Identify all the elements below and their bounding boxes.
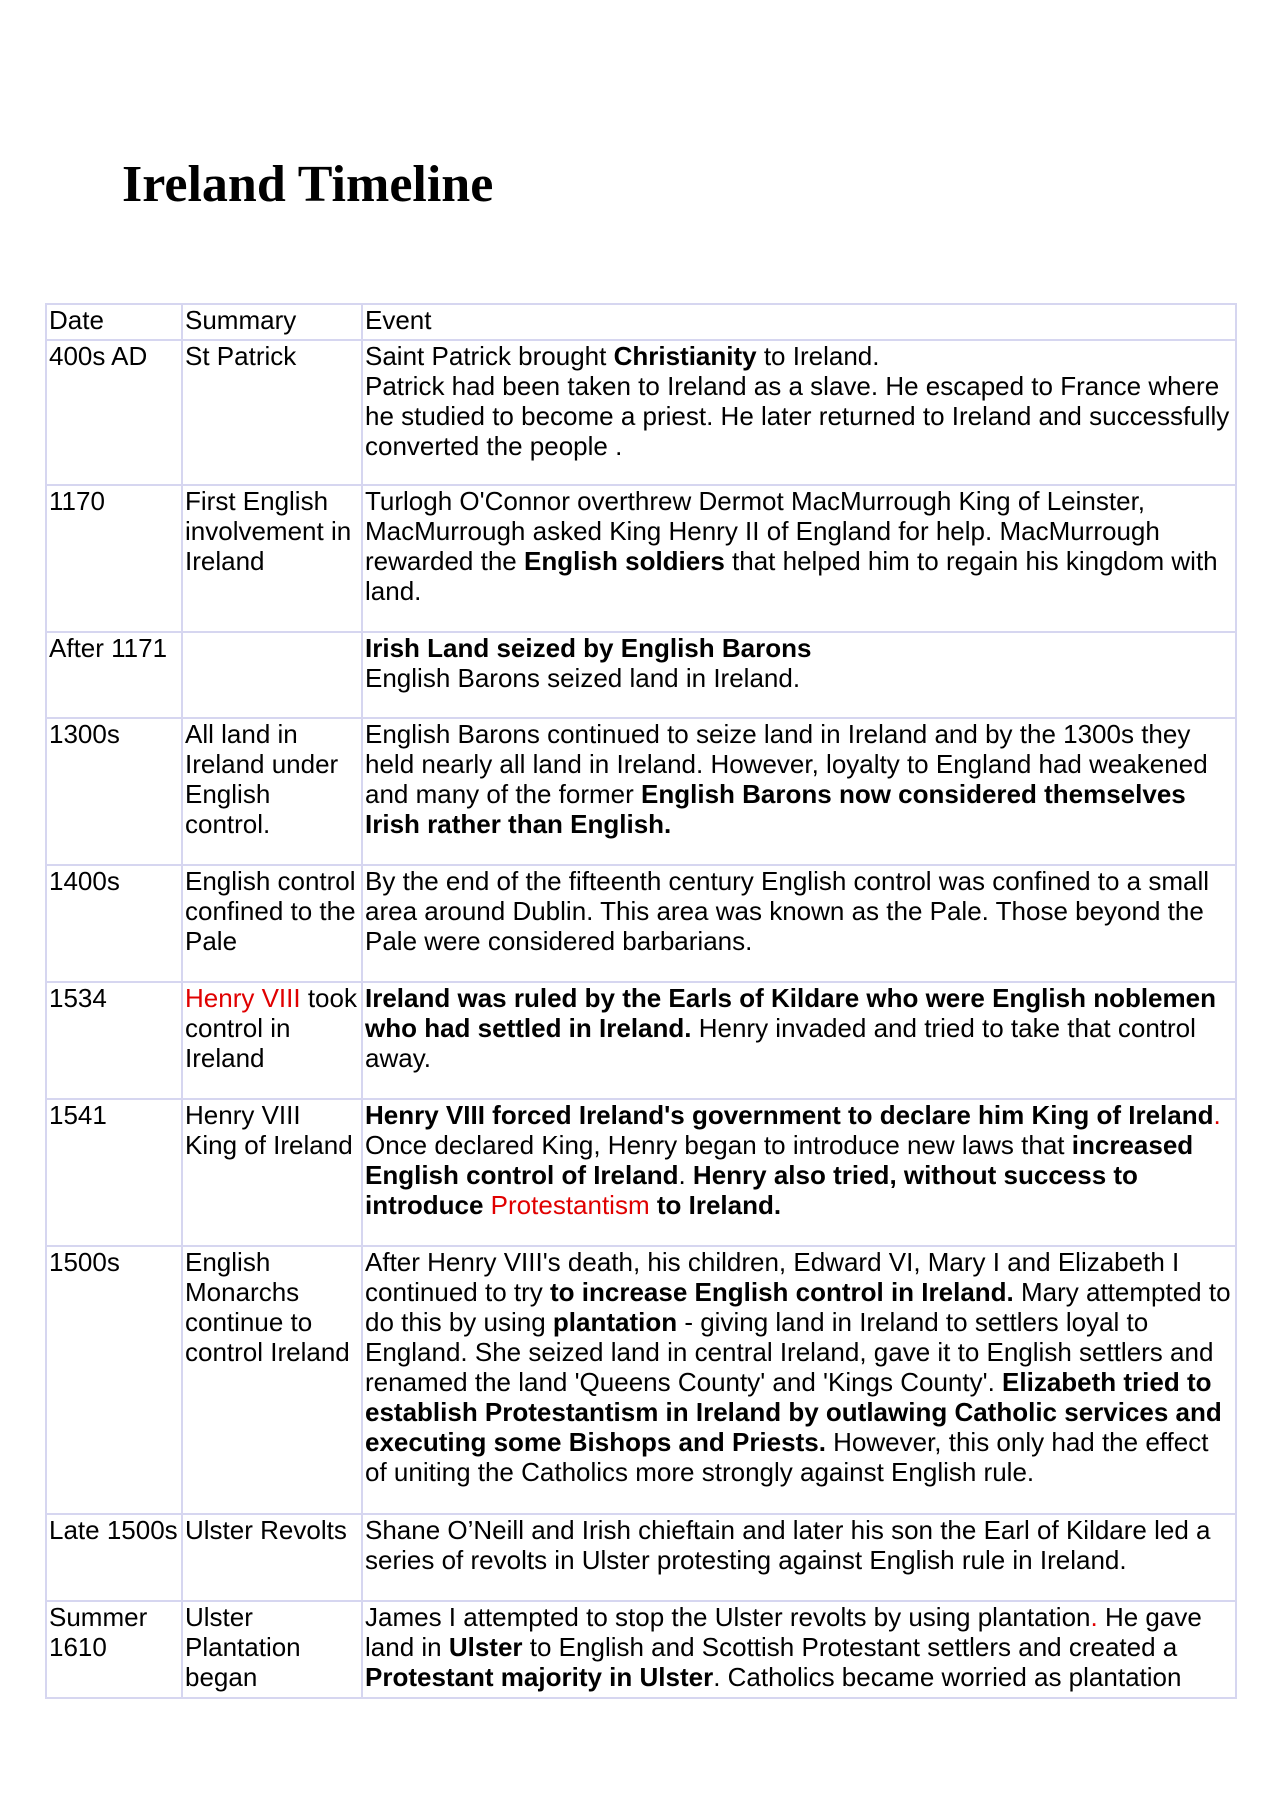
- date-header: Date: [46, 304, 182, 340]
- text-run: to English and Scottish Protestant settlers and created a: [522, 1632, 1178, 1662]
- table-row: [46, 1514, 1236, 1601]
- date-cell: 1500s: [46, 1246, 182, 1514]
- event-cell: [362, 1514, 1236, 1601]
- event-cell: [362, 1601, 1236, 1698]
- date-cell: 400s AD: [46, 340, 182, 485]
- bold-text: Ireland was ruled by the Earls of Kildare who were English noblemen who had settled in Ireland.: [365, 983, 1216, 1043]
- event-cell: [362, 982, 1236, 1099]
- text-run: - giving land in Ireland to settlers loyal to England. She seized land in central Ireland, gave it to English settlers and renamed the land 'Queens County' and 'Kings County'.: [365, 1307, 1214, 1397]
- bold-text: English Barons now considered themselves Irish rather than English.: [365, 779, 1186, 839]
- bold-text: Ulster: [448, 1632, 523, 1662]
- date-cell: Summer 1610: [46, 1601, 182, 1698]
- table-row: [46, 865, 1236, 982]
- bold-text: Elizabeth tried to establish Protestantism in Ireland by outlawing Catholic services and executing some Bishops and Priests.: [365, 1367, 1222, 1457]
- text-run: Saint Patrick brought: [365, 341, 614, 371]
- bold-text: Irish Land seized by English Barons: [365, 633, 812, 663]
- event-cell: [362, 340, 1236, 485]
- highlight-text: Henry VIII: [185, 983, 301, 1013]
- text-run: Once declared King, Henry began to introduce new laws that: [365, 1130, 1072, 1160]
- text-run: . Catholics became worried as plantation: [713, 1662, 1182, 1692]
- event-cell: [362, 865, 1236, 982]
- event-cell: [362, 718, 1236, 865]
- summary-cell: English Monarchs continue to control Ireland: [182, 1246, 362, 1514]
- summary-cell: Henry VIII King of Ireland: [182, 1099, 362, 1246]
- bold-text: Protestant majority in Ulster: [365, 1662, 714, 1692]
- summary-cell: English control confined to the Pale: [182, 865, 362, 982]
- table-row: [46, 1601, 1236, 1698]
- event-header: Event: [362, 304, 1236, 340]
- text-run: .: [678, 1160, 686, 1190]
- summary-cell: All land in Ireland under English control.: [182, 718, 362, 865]
- text-run: Shane O’Neill and Irish chieftain and later his son the Earl of Kildare led a series of revolts in Ulster protesting against English rule in Ireland.: [365, 1515, 1211, 1575]
- event-cell: [362, 632, 1236, 718]
- date-cell: After 1171: [46, 632, 182, 718]
- date-cell: 1534: [46, 982, 182, 1099]
- event-cell: [362, 1099, 1236, 1246]
- bold-text: Henry VIII forced Ireland's government to declare him King of Ireland: [365, 1100, 1214, 1130]
- bold-text: plantation: [552, 1307, 678, 1337]
- bold-text: Christianity: [613, 341, 757, 371]
- text-run: English Barons seized land in Ireland.: [365, 663, 801, 693]
- summary-cell: St Patrick: [182, 340, 362, 485]
- highlight-text: .: [1213, 1100, 1221, 1130]
- date-cell: Late 1500s: [46, 1514, 182, 1601]
- date-cell: 1400s: [46, 865, 182, 982]
- text-run: to Ireland.: [756, 341, 880, 371]
- text-run: took control in Ireland: [185, 983, 357, 1073]
- page-title: Ireland Timeline: [122, 156, 494, 213]
- table-row: [46, 982, 1236, 1099]
- text-run: By the end of the fifteenth century English control was confined to a small area around Dublin. This area was known as the Pale. Those beyond the Pale were considered barbarians.: [365, 866, 1210, 956]
- summary-cell: First English involvement in Ireland: [182, 485, 362, 632]
- bold-text: to Ireland.: [649, 1190, 782, 1220]
- summary-cell: Ulster Plantation began: [182, 1601, 362, 1698]
- event-cell: [362, 485, 1236, 632]
- text-run: Mary attempted to do this by using: [365, 1277, 1231, 1337]
- text-run: English Barons continued to seize land in Ireland and by the 1300s they held nearly all land in Ireland. However, loyalty to England had weakened and many of the former: [365, 719, 1208, 809]
- bold-text: Henry also tried, without success to introduce: [365, 1160, 1138, 1220]
- date-cell: 1541: [46, 1099, 182, 1246]
- bold-text: English soldiers: [523, 546, 725, 576]
- timeline-table: [45, 303, 1237, 1699]
- table-row: [46, 1246, 1236, 1514]
- bold-text: to increase English control in Ireland.: [550, 1277, 1014, 1307]
- highlight-text: Protestantism: [490, 1190, 650, 1220]
- date-cell: 1170: [46, 485, 182, 632]
- summary-cell: [182, 982, 362, 1099]
- summary-cell: [182, 632, 362, 718]
- table-row: [46, 1099, 1236, 1246]
- text-run: However, this only had the effect of uniting the Catholics more strongly against English rule.: [365, 1427, 1209, 1487]
- text-run: Turlogh O'Connor overthrew Dermot MacMurrough King of Leinster, MacMurrough asked King Henry II of England for help. MacMurrough rewarded the: [365, 486, 1160, 576]
- bold-text: increased English control of Ireland: [365, 1130, 1194, 1190]
- date-cell: 1300s: [46, 718, 182, 865]
- table-row: [46, 718, 1236, 865]
- highlight-text: .: [1090, 1602, 1098, 1632]
- summary-header: Summary: [182, 304, 362, 340]
- text-run: that helped him to regain his kingdom with land.: [365, 546, 1218, 606]
- header-row: [46, 304, 1236, 340]
- text-run: He gave land in: [365, 1602, 1202, 1662]
- text-run: Patrick had been taken to Ireland as a slave. He escaped to France where he studied to become a priest. He later returned to Ireland and successfully converted the people .: [365, 371, 1230, 461]
- summary-cell: Ulster Revolts: [182, 1514, 362, 1601]
- text-run: After Henry VIII's death, his children, Edward VI, Mary I and Elizabeth I continued to try: [365, 1247, 1180, 1307]
- table-row: [46, 485, 1236, 632]
- table-row: [46, 340, 1236, 485]
- table-row: [46, 632, 1236, 718]
- text-run: Henry invaded and tried to take that control away.: [365, 1013, 1196, 1073]
- text-run: James I attempted to stop the Ulster revolts by using plantation: [365, 1602, 1091, 1632]
- event-cell: [362, 1246, 1236, 1514]
